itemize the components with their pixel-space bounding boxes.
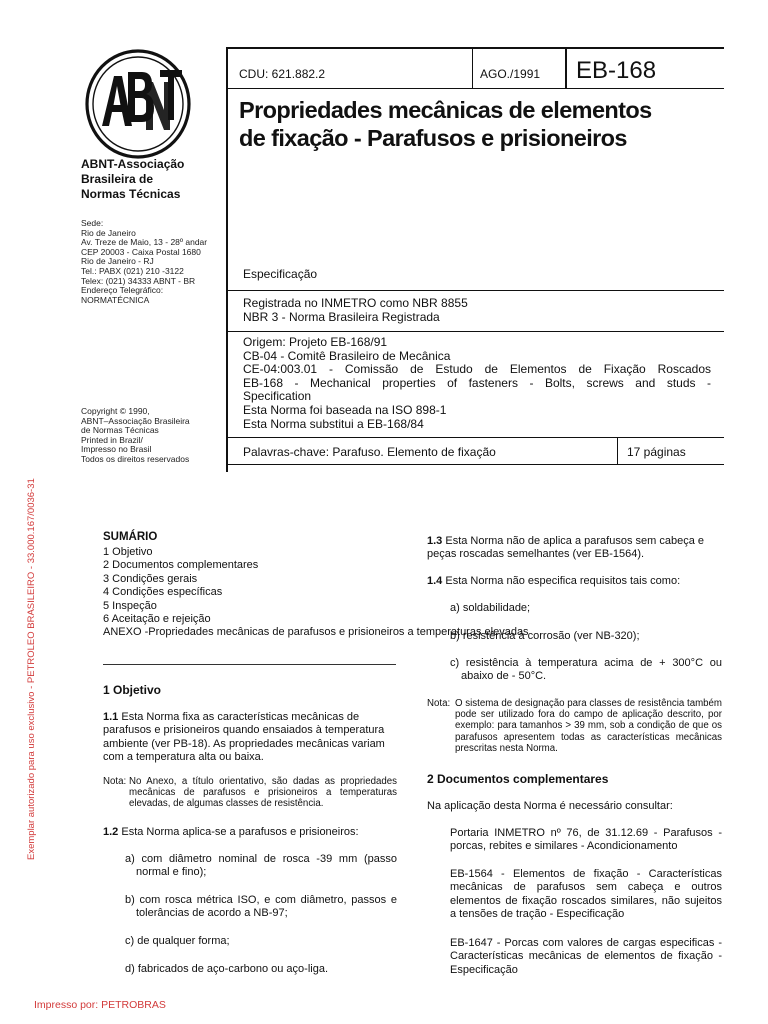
- origin-line: CB-04 - Comitê Brasileiro de Mecânica: [243, 348, 451, 363]
- document-type: Especificação: [243, 267, 318, 281]
- keywords: Palavras-chave: Parafuso. Elemento de fixação: [243, 445, 496, 459]
- paragraph-number: 1.4: [427, 575, 443, 587]
- org-name-line: Normas Técnicas: [81, 187, 181, 201]
- list-item-text: a) com diâmetro nominal de rosca -39 mm (passo normal e fino);: [125, 853, 397, 879]
- origin-line: Origem: Projeto EB-168/91: [243, 335, 388, 349]
- paragraph-1-2: [103, 826, 397, 839]
- reference-item: EB-1564 - Elementos de fixação - Características mecânicas de parafusos sem cabeça e outros elementos de fixação roscados similares, não sujeitos a tensões de tração - Especificação: [450, 868, 722, 921]
- list-item-text: b) com rosca métrica ISO, e com diâmetro, passos e tolerâncias de acordo a NB-97;: [125, 894, 397, 920]
- list-item: a) soldabilidade;: [450, 602, 531, 614]
- origin-line: CE-04:003.01 - Comissão de Estudo de Elementos de Fixação Roscados: [243, 362, 711, 377]
- annex-label: ANEXO -: [103, 626, 149, 639]
- address-line: Sede:: [81, 218, 104, 228]
- header-top-rule: [226, 47, 724, 49]
- header-vertical-rule: [226, 47, 228, 472]
- note: [427, 698, 722, 754]
- title-line: Propriedades mecânicas de elementos: [239, 97, 652, 123]
- section-rule: [228, 290, 724, 291]
- copyright-line: de Normas Técnicas: [81, 425, 159, 436]
- address-line: CEP 20003 - Caixa Postal 1680: [81, 246, 201, 257]
- note-label: Nota:: [103, 776, 127, 787]
- paragraph-text: Esta Norma não especifica requisitos tais como:: [442, 575, 681, 587]
- note-text: O sistema de designação para classes de resistência também pode ser utilizado fora do campo de aplicação descrito, por exemplo: para tamanhos > 39 mm, sob a condição de que os parafusos apresentem todas as características mecânicas prescritas nesta Norma.: [455, 698, 722, 754]
- registration-info: [243, 296, 468, 324]
- origin-line: Esta Norma substitui a EB-168/84: [243, 416, 424, 431]
- copyright-line: Impresso no Brasil: [81, 444, 152, 455]
- paragraph-text: Esta Norma não de aplica a parafusos sem cabeça e peças roscadas semelhantes (ver EB-1564).: [427, 535, 704, 561]
- org-name-line: Brasileira de: [81, 172, 154, 186]
- address-line: Av. Treze de Maio, 13 - 28º andar: [81, 237, 208, 248]
- section-rule: [228, 331, 724, 332]
- copyright-line: ABNT–Associação Brasileira: [81, 415, 190, 426]
- list-item-text: d) fabricados de aço-carbono ou aço-liga.: [125, 963, 329, 975]
- summary-title: SUMÁRIO: [103, 531, 158, 543]
- paragraph-text: Esta Norma fixa as características mecânicas de parafusos e prisioneiros quando ensaiados à temperatura ambiente (ver PB-18). As propriedades mecânicas variam com a temperatura alta ou baixa.: [103, 711, 385, 764]
- copyright-line: Printed in Brazil/: [81, 434, 143, 445]
- summary-item: 4 Condições específicas: [103, 586, 223, 599]
- registration-line: NBR 3 - Norma Brasileira Registrada: [243, 310, 440, 324]
- header-divider: [565, 48, 567, 88]
- copyright-notice: [81, 407, 226, 465]
- summary-item: 3 Condições gerais: [103, 572, 198, 585]
- address-line: Rio de Janeiro: [81, 227, 136, 238]
- origin-line: Specification: [243, 389, 312, 404]
- origin-line: EB-168 - Mechanical properties of fasteners - Bolts, screws and studs -: [243, 375, 711, 390]
- note-text: No Anexo, a título orientativo, são dadas as propriedades mecânicas de parafusos e prisioneiros a temperaturas elevadas, de algumas classes de resistência.: [129, 776, 397, 810]
- summary-item: 2 Documentos complementares: [103, 559, 259, 572]
- license-watermark: Exemplar autorizado para uso exclusivo - PETROLEO BRASILEIRO - 33.000.167/0036-31: [26, 478, 37, 860]
- section-intro: Na aplicação desta Norma é necessário consultar:: [427, 800, 673, 812]
- list-item-text: c) de qualquer forma;: [125, 935, 230, 947]
- address-line: NORMATÉCNICA: [81, 294, 150, 305]
- paragraph-1-1: [103, 711, 397, 765]
- organization-address: [81, 219, 226, 305]
- list-item: [125, 853, 397, 880]
- list-item: b) resistência à corrosão (ver NB-320);: [450, 630, 640, 642]
- org-name-line: ABNT-Associação: [81, 157, 185, 171]
- summary-annex: [103, 626, 529, 639]
- printed-by: Impresso por: PETROBRAS: [34, 999, 166, 1011]
- copyright-line: Todos os direitos reservados: [81, 453, 190, 464]
- address-line: Telex: (021) 34333 ABNT - BR: [81, 275, 196, 286]
- document-title: [239, 96, 719, 152]
- summary-item: 6 Aceitação e rejeição: [103, 613, 211, 626]
- note: [103, 776, 397, 810]
- section-rule: [228, 437, 724, 438]
- keywords-divider: [617, 437, 618, 464]
- list-item: [125, 963, 397, 976]
- origin-info: [243, 336, 711, 431]
- origin-line: Esta Norma foi baseada na ISO 898-1: [243, 402, 447, 417]
- page-count: 17 páginas: [627, 445, 686, 459]
- note-label: Nota:: [427, 698, 451, 709]
- paragraph-number: 1.3: [427, 535, 443, 547]
- reference-item: EB-1647 - Porcas com valores de cargas especificas - Características mecânicas de elementos de fixação - Especificação: [450, 937, 722, 976]
- paragraph-1-3: [427, 535, 722, 562]
- annex-text: Propriedades mecânicas de parafusos e prisioneiros a temperaturas elevadas: [148, 626, 529, 639]
- header-bottom-rule: [228, 88, 724, 89]
- publication-date: AGO./1991: [480, 67, 541, 81]
- list-item: [125, 894, 397, 921]
- organization-name: [81, 157, 221, 202]
- summary-item: 1 Objetivo: [103, 546, 153, 558]
- list-item: [125, 935, 397, 948]
- section-heading: 1 Objetivo: [103, 683, 162, 697]
- address-line: Rio de Janeiro - RJ: [81, 256, 154, 267]
- summary-rule: [103, 664, 396, 665]
- paragraph-text: Esta Norma aplica-se a parafusos e prisioneiros:: [118, 826, 359, 838]
- section-heading: 2 Documentos complementares: [427, 772, 609, 786]
- summary-item: 5 Inspeção: [103, 599, 157, 612]
- copyright-line: Copyright © 1990,: [81, 406, 150, 416]
- title-line: de fixação - Parafusos e prisioneiros: [239, 125, 627, 151]
- registration-line: Registrada no INMETRO como NBR 8855: [243, 296, 468, 310]
- paragraph-number: 1.2: [103, 826, 119, 838]
- paragraph-number: 1.1: [103, 711, 119, 723]
- abnt-logo: [84, 48, 192, 160]
- address-line: Endereço Telegráfico:: [81, 285, 164, 296]
- section-rule: [228, 464, 724, 465]
- paragraph-1-4: [427, 575, 722, 588]
- list-item: [450, 657, 722, 684]
- list-item-text: c) resistência à temperatura acima de + 300°C ou abaixo de - 50°C.: [450, 657, 722, 683]
- header-divider: [472, 48, 473, 88]
- document-code: EB-168: [576, 57, 657, 84]
- reference-item: Portaria INMETRO nº 76, de 31.12.69 - Parafusos - porcas, rebites e similares - Acondicionamento: [450, 827, 722, 853]
- address-line: Tel.: PABX (021) 210 -3122: [81, 265, 184, 276]
- cdu-code: CDU: 621.882.2: [239, 67, 326, 81]
